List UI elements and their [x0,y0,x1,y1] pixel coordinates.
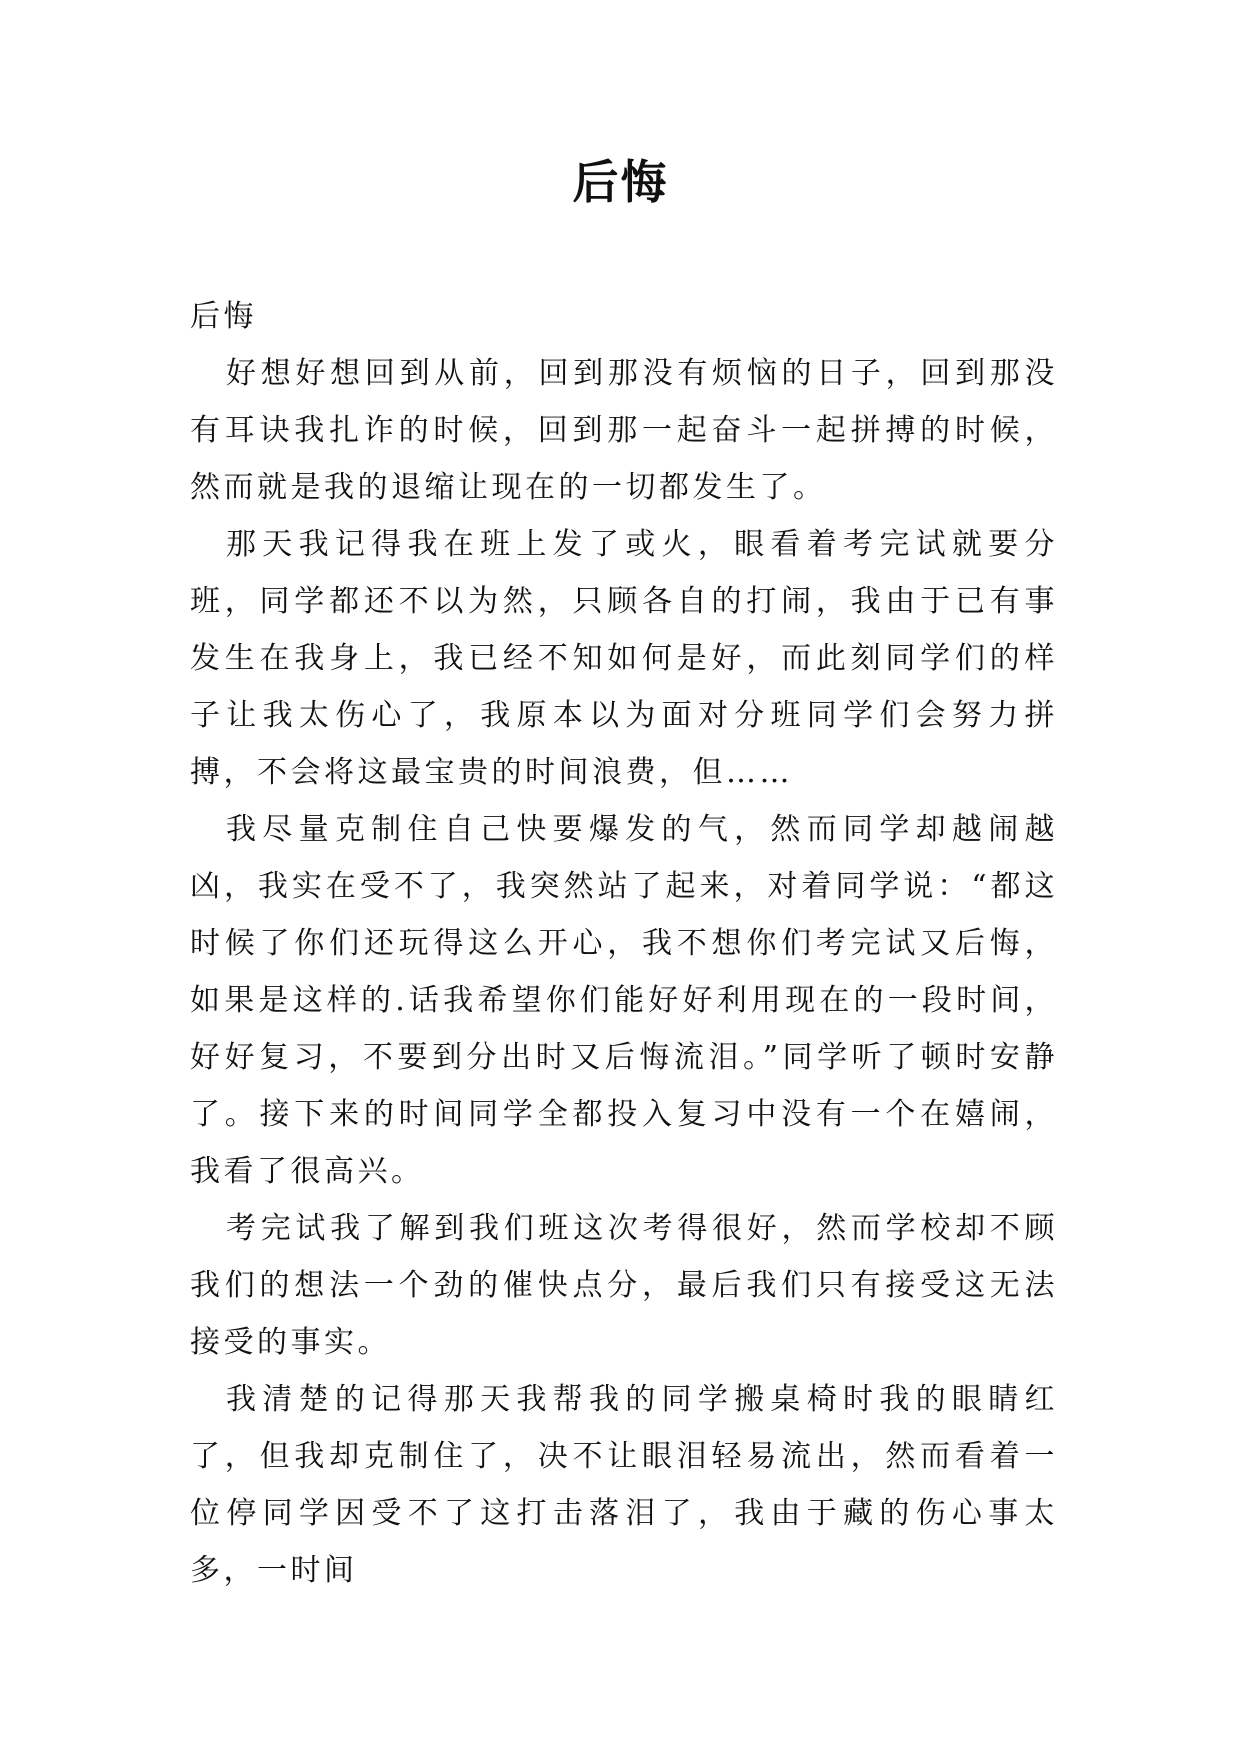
document-body [190,288,1058,1599]
paragraph: 考完试我了解到我们班这次考得很好，然而学校却不顾我们的想法一个劲的催快点分，最后我们只有接受这无法接受的事实。 [190,1211,1058,1360]
paragraph: 我尽量克制住自己快要爆发的气，然而同学却越闹越凶，我实在受不了，我突然站了起来，对着同学说：“都这时候了你们还玩得这么开心，我不想你们考完试又后悔，如果是这样的.话我希望你们能好好利用现在的一段时间，好好复习，不要到分出时又后悔流泪。”同学听了顿时安静了。接下来的时间同学全都投入复习中没有一个在嬉闹，我看了很高兴。 [190,812,1058,1189]
paragraph: 我清楚的记得那天我帮我的同学搬桌椅时我的眼睛红了，但我却克制住了，决不让眼泪轻易流出，然而看着一位停同学因受不了这打击落泪了，我由于藏的伤心事太多，一时间 [190,1382,1058,1588]
document-subtitle: 后悔 [190,299,257,334]
document-title: 后悔 [572,155,669,209]
paragraph: 好想好想回到从前，回到那没有烦恼的日子，回到那没有耳诀我扎诈的时候，回到那一起奋斗一起拼搏的时候，然而就是我的退缩让现在的一切都发生了。 [190,356,1058,505]
paragraph: 那天我记得我在班上发了或火，眼看着考完试就要分班，同学都还不以为然，只顾各自的打闹，我由于已有事发生在我身上，我已经不知如何是好，而此刻同学们的样子让我太伤心了，我原本以为面对分班同学们会努力拼搏，不会将这最宝贵的时间浪费，但…… [190,527,1058,790]
